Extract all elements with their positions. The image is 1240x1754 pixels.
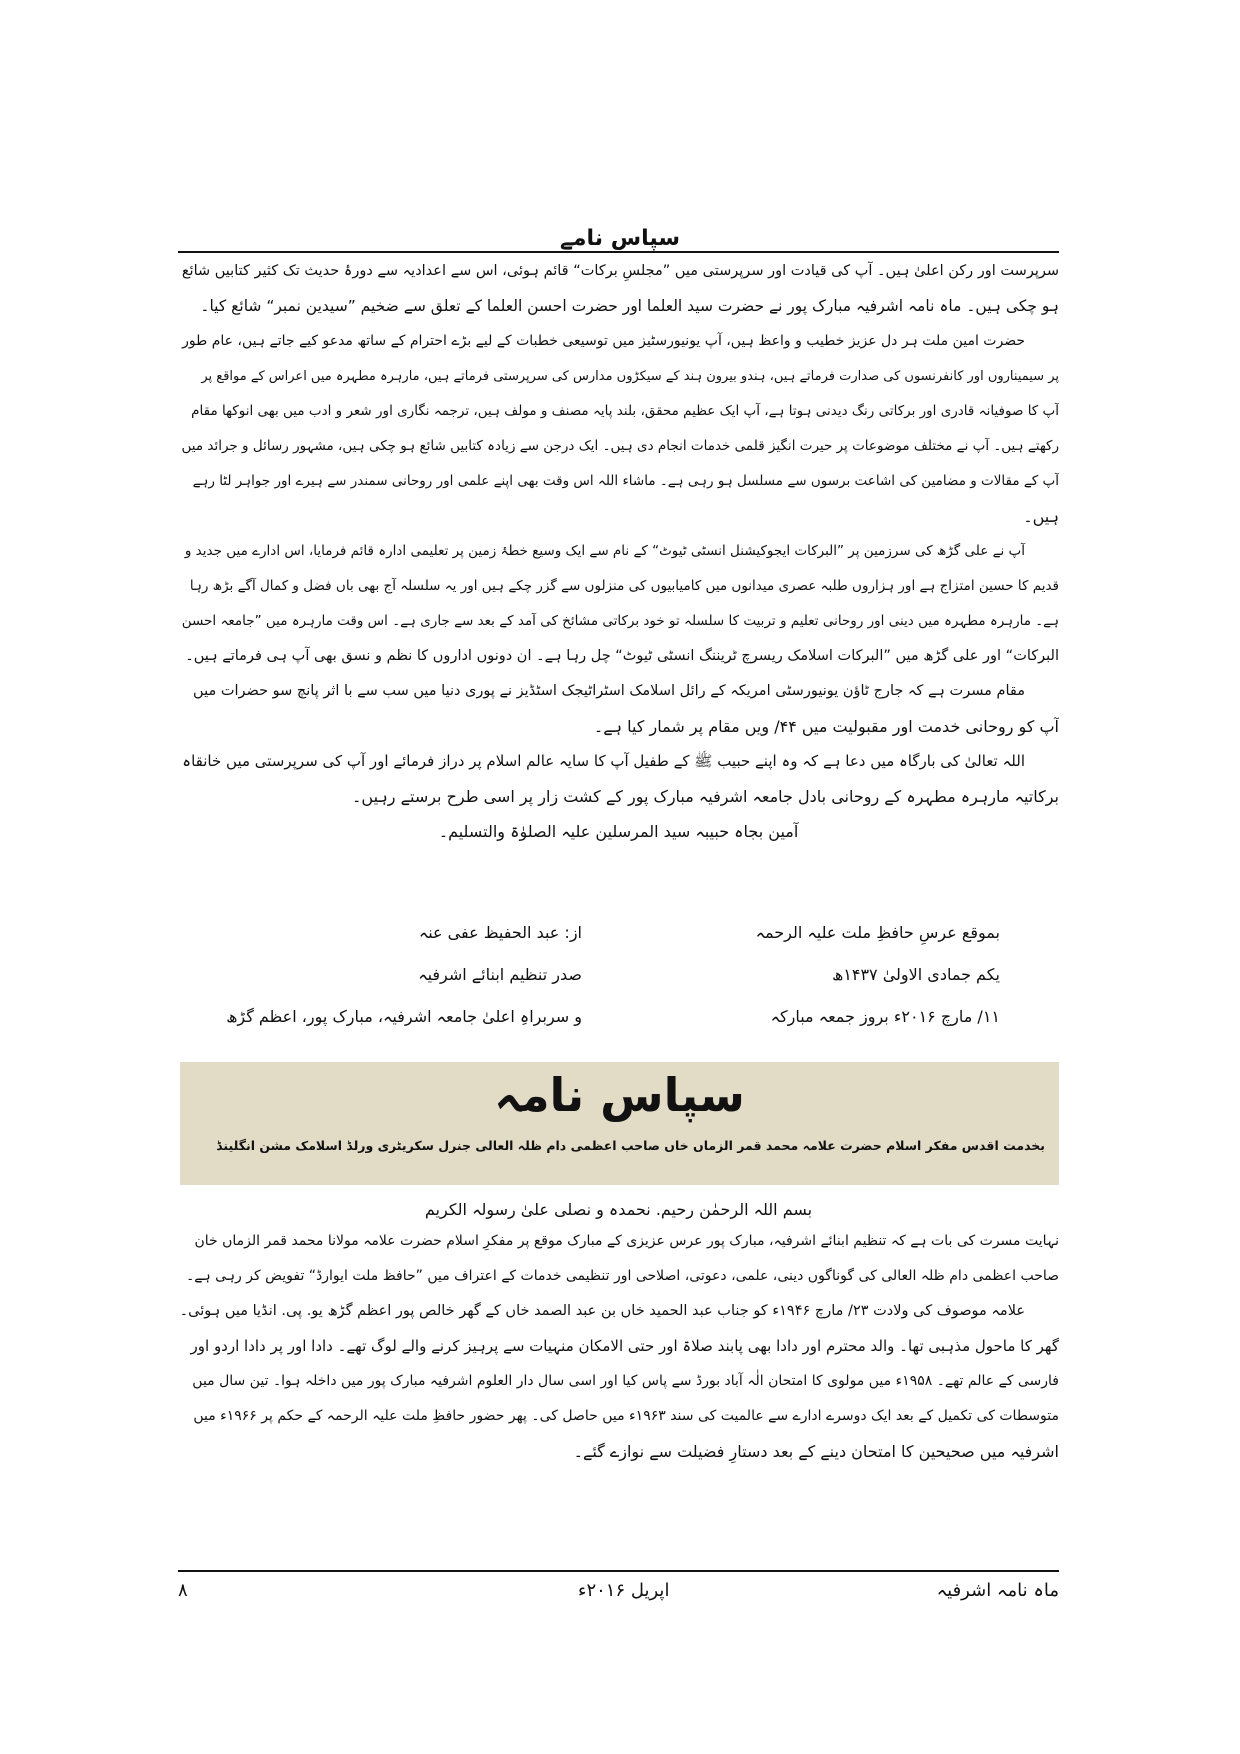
signature-date-cell: یکم جمادی الاولیٰ ۱۴۳۷ھ [832, 965, 1000, 984]
text-line: ہو چکی ہیں۔ ماہ نامہ اشرفیہ مبارک پور نے حضرت سید العلما اور حضرت احسن العلما کے تعلق سے ضخیم ”سیدین نمبر“ شائع کیا۔ [200, 297, 1059, 315]
signature-name-cell: و سربراہِ اعلیٰ جامعہ اشرفیہ، مبارک پور، اعظم گڑھ [226, 1007, 582, 1026]
text-line: آپ کا صوفیانہ قادری اور برکاتی رنگ دیدنی ہوتا ہے، آپ ایک عظیم محقق، بلند پایہ مصنف و مولف ہیں، ترجمہ نگاری اور شعر و ادب میں بھی انوکھا مقام [191, 403, 1059, 419]
text-line: ہے۔ مارہرہ مطہرہ میں دینی اور روحانی تعلیم و تربیت کا سلسلہ تو خود برکاتی مشائخ کی آمد کے بعد سے جاری ہے۔ اس وقت مارہرہ میں ”جامعہ احسن [181, 613, 1059, 629]
text-line: نہایت مسرت کی بات ہے کہ تنظیم ابنائے اشرفیہ، مبارک پور عرس عزیزی کے مبارک موقع پر مفکرِ اسلام حضرت علامہ مولانا محمد قمر الزماں خان [194, 1233, 1059, 1249]
text-line: آپ کو روحانی خدمت اور مقبولیت میں ۴۴/ ویں مقام پر شمار کیا ہے۔ [593, 717, 1059, 736]
signature-row [226, 996, 1000, 1038]
text-line: صاحب اعظمی دام ظلہ العالی کی گوناگوں دینی، علمی، دعوتی، اصلاحی اور تنظیمی خدمات کے اعتراف میں ”حافظ ملت ایوارڈ“ تفویض کر رہی ہے۔ [186, 1268, 1059, 1284]
section-one-closing [178, 814, 1059, 849]
text-line: مقام مسرت ہے کہ جارج ٹاؤن یونیورسٹی امریکہ کے رائل اسلامک اسٹراٹیجک اسٹڈیز نے پوری دنیا میں سب سے با اثر پانچ سو حضرات میں [193, 683, 1025, 699]
signature-row [240, 912, 1000, 954]
text-line: متوسطات کی تکمیل کے بعد ایک دوسرے ادارے سے عالمیت کی سند ۱۹۶۳ء میں حاصل کی۔ پھر حضور حافظِ ملت علیہ الرحمہ کے حکم پر ۱۹۶۶ء میں [193, 1408, 1059, 1424]
text-line: آپ کے مقالات و مضامین کی اشاعت برسوں سے مسلسل ہو رہی ہے۔ ماشاء اللہ اس وقت بھی اپنے علمی اور روحانی سمندر سے ہیرے اور جواہر لٹا رہے [192, 473, 1059, 489]
section-two-body [178, 1224, 1059, 1469]
text-line: پر سیمیناروں اور کانفرنسوں کی صدارت فرماتے ہیں، ہندو بیرون ہند کے سیکڑوں مدارس کی سرپرستی فرماتے ہیں، مارہرہ مطہرہ میں اعراس کے مواقع پر [201, 369, 1059, 384]
banner-subtitle: بخدمت اقدس مفکر اسلام حضرت علامہ محمد قمر الزماں خاں صاحب اعظمی دام ظلہ العالی جنرل سکریٹری ورلڈ اسلامک مشن انگلینڈ [216, 1138, 1045, 1153]
bismillah: بسم اللہ الرحمٰن رحیم. نحمدہ و نصلی علیٰ رسولہ الکریم [424, 1200, 813, 1219]
page-footer [178, 1580, 1059, 1616]
bismillah-line [178, 1192, 1059, 1227]
text-line: فارسی کے عالم تھے۔ ۱۹۵۸ء میں مولوی کا امتحان الٰہ آباد بورڈ سے پاس کیا اور اسی سال دار العلوم اشرفیہ مبارک پور میں داخلہ ہوا۔ تین سال میں [192, 1373, 1059, 1389]
text-line: آپ نے علی گڑھ کی سرزمین پر ”البرکات ایجوکیشنل انسٹی ٹیوٹ“ کے نام سے ایک وسیع خطۂ زمین پر تعلیمی ادارہ قائم فرمایا، اس ادارے میں جدید و [184, 543, 1025, 559]
text-line: البرکات“ اور علی گڑھ میں ”البرکات اسلامک ریسرچ ٹریننگ انسٹی ٹیوٹ“ چل رہا ہے۔ ان دونوں اداروں کا نظم و نسق بھی آپ ہی فرماتے ہیں۔ [185, 648, 1059, 664]
text-line: برکاتیہ مارہرہ مطہرہ کے روحانی بادل جامعہ اشرفیہ مبارک پور کے کشت زار پر اسی طرح برستے رہیں۔ [352, 787, 1059, 806]
signature-name-cell: صدر تنظیم ابنائے اشرفیہ [418, 965, 582, 984]
running-header: سپاس نامے [560, 226, 680, 251]
text-line: گھر کا ماحول مذہبی تھا۔ والد محترم اور دادا بھی پابند صلاۃ اور حتی الامکان منہیات سے پرہیز کرنے والے لوگ تھے۔ دادا اور پر دادا اردو اور [190, 1337, 1059, 1355]
signature-row [240, 954, 1000, 996]
page-number: ۸ [178, 1580, 188, 1601]
text-line: ہیں۔ [1023, 507, 1059, 526]
header-rule [178, 251, 1059, 253]
closing-dua: آمین بجاہ حبیبہ سید المرسلین علیہ الصلوٰۃ والتسلیم۔ [438, 822, 799, 841]
signature-date-cell: ۱۱/ مارچ ۲۰۱۶ء بروز جمعہ مبارکہ [770, 1007, 1000, 1026]
text-line: علامہ موصوف کی ولادت ۲۳/ مارچ ۱۹۴۶ء کو جناب عبد الحمید خاں بن عبد الصمد خاں کے گھر خالص پور اعظم گڑھ یو. پی. انڈیا میں ہوئی۔ [179, 1303, 1025, 1319]
magazine-name: ماہ نامہ اشرفیہ [936, 1580, 1059, 1601]
banner-title: سپاس نامہ [494, 1068, 745, 1122]
footer-rule [178, 1570, 1059, 1572]
text-line: حضرت امین ملت ہر دل عزیز خطیب و واعظ ہیں، آپ یونیورسٹیز میں توسیعی خطبات کے لیے بڑے احترام کے ساتھ مدعو کیے جاتے ہیں، عام طور [182, 333, 1025, 349]
section-one-body [178, 254, 1059, 814]
text-line: اشرفیہ میں صحیحین کا امتحان دینے کے بعد دستارِ فضیلت سے نوازے گئے۔ [573, 1442, 1059, 1461]
text-line: قدیم کا حسین امتزاج ہے اور ہزاروں طلبہ عصری میدانوں میں کامیابیوں کی منزلوں سے گزر چکے ہیں اور یہ سلسلہ آج بھی باں فضل و کمال آگے بڑھ رہا [189, 578, 1059, 594]
title-banner [180, 1062, 1059, 1185]
signature-name-cell: از: عبد الحفیظ عفی عنہ [418, 923, 582, 942]
issue-date: اپریل ۲۰۱۶ء [578, 1580, 670, 1601]
signature-date-cell: بموقع عرسِ حافظِ ملت علیہ الرحمہ [755, 923, 1000, 942]
text-line: اللہ تعالیٰ کی بارگاہ میں دعا ہے کہ وہ اپنے حبیب ﷺ کے طفیل آپ کا سایہ عالم اسلام پر دراز فرمائے اور آپ کی سرپرستی میں خانقاہ [182, 752, 1025, 770]
text-line: سرپرست اور رکن اعلیٰ ہیں۔ آپ کی قیادت اور سرپرستی میں ”مجلسِ برکات“ قائم ہوئی، اس سے اعدادیہ سے دورۂ حدیث تک کثیر کتابیں شائع [181, 263, 1059, 279]
text-line: رکھتے ہیں۔ آپ نے مختلف موضوعات پر حیرت انگیز قلمی خدمات انجام دی ہیں۔ ایک درجن سے زیادہ کتابیں شائع ہو چکی ہیں، مشہور رسائل و جرائد میں [181, 438, 1059, 454]
signature-block [226, 912, 1000, 1038]
